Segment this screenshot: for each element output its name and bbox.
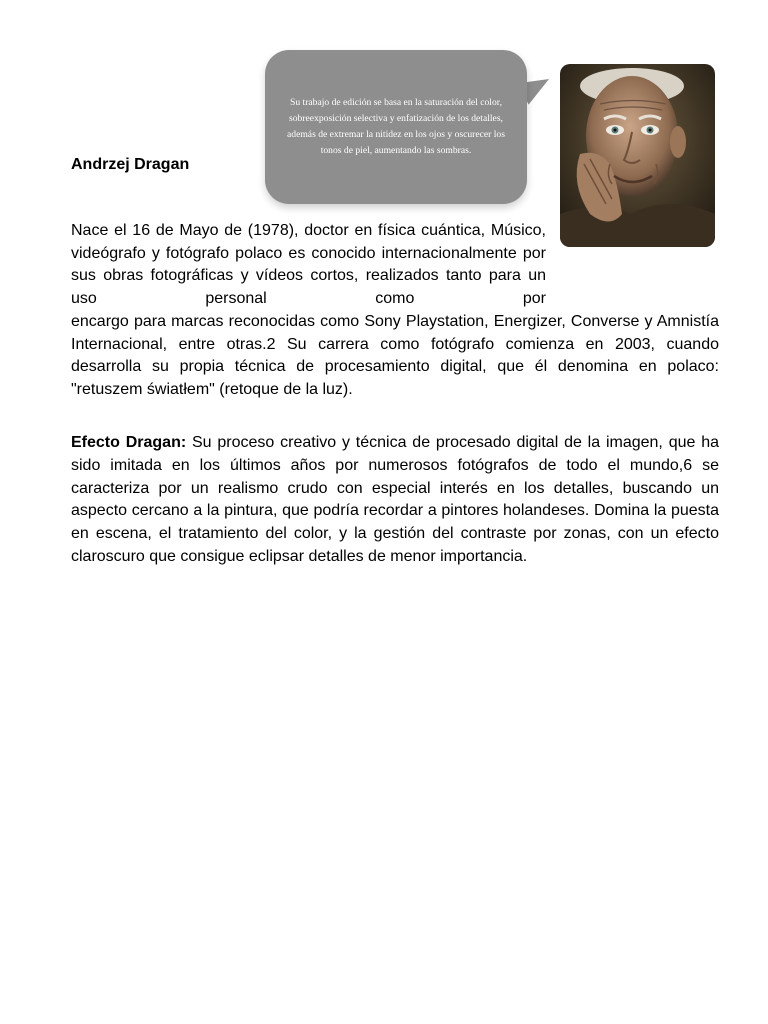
- bio-paragraph-bottom: encargo para marcas reconocidas como Sony Playstation, Energizer, Converse y Amnistía Internacional, entre otras.2 Su carrera como fotógrafo comienza en 2003, cuando desarrolla su propia técnica de procesamiento digital, que él denomina en polaco: "retuszem światłem" (retoque de la luz).: [71, 313, 719, 399]
- effect-paragraph: [71, 432, 719, 569]
- bio-paragraph-top: Nace el 16 de Mayo de (1978), doctor en física cuántica, Músico, videógrafo y fotógrafo polaco es conocido internacionalmente por sus obras fotográficas y vídeos cortos, realizados tanto para un uso personal como por: [71, 222, 546, 308]
- callout-bubble: [265, 50, 527, 204]
- effect-label: Efecto Dragan:: [71, 434, 187, 451]
- portrait-photo-icon: [560, 64, 715, 247]
- page-title: Andrzej Dragan: [71, 156, 190, 173]
- callout-text: Su trabajo de edición se basa en la saturación del color, sobreexposición selectiva y enfatización de los detalles, además de extremar la nitidez en los ojos y oscurecer los tonos de piel, aumentando las sombras.: [287, 97, 505, 156]
- effect-text: Su proceso creativo y técnica de procesado digital de la imagen, que ha sido imitada en los últimos años por numerosos fotógrafos de todo el mundo,6 se caracteriza por un realismo crudo con especial interés en los detalles, buscando un aspecto cercano a la pintura, que podría recordar a pintores holandeses. Domina la puesta en escena, el tratamiento del color, y la gestión del contraste por zonas, con un efecto claroscuro que consigue eclipsar detalles de menor importancia.: [71, 434, 720, 565]
- portrait-photo: [560, 64, 715, 247]
